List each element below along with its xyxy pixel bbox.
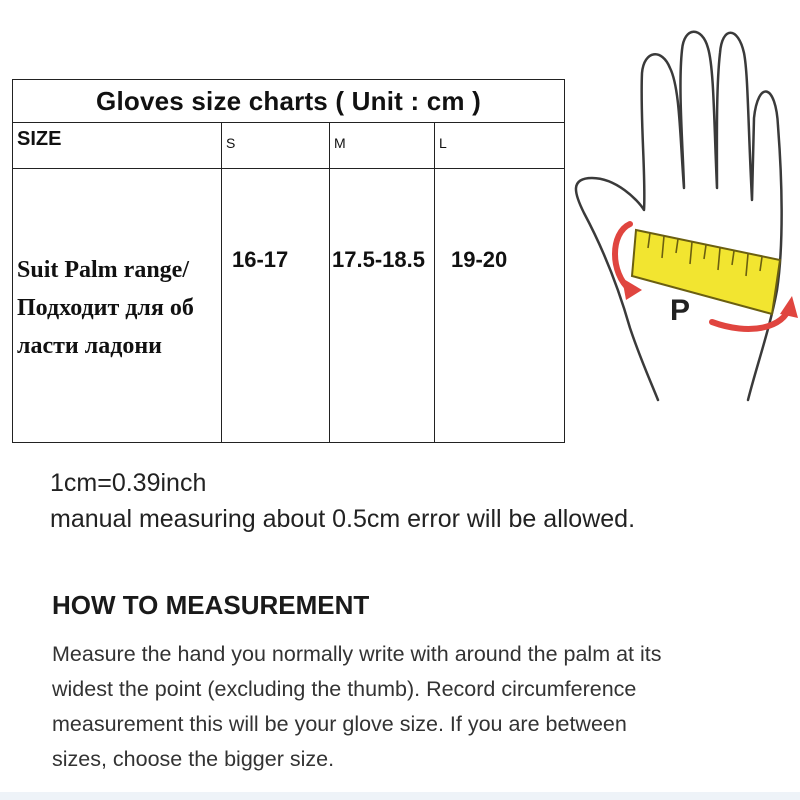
how-to-body (52, 637, 762, 777)
how-to-line: sizes, choose the bigger size. (52, 747, 335, 771)
palm-range-s: 16-17 (222, 169, 330, 443)
size-column-l: L (435, 123, 565, 169)
palm-range-row (13, 169, 565, 443)
size-column-s: S (222, 123, 330, 169)
conversion-note (50, 465, 635, 537)
palm-range-label-line: ласти ладони (17, 333, 162, 359)
conversion-line: 1cm=0.39inch (50, 469, 207, 497)
palm-range-label-line: Suit Palm range/ (17, 257, 189, 283)
how-to-title: HOW TO MEASUREMENT (52, 590, 370, 620)
size-column-m: M (330, 123, 435, 169)
size-header: SIZE (13, 123, 222, 169)
palm-range-m: 17.5-18.5 (330, 169, 435, 443)
bottom-strip (0, 792, 800, 800)
hand-measurement-illustration (570, 28, 800, 402)
palm-range-label-line: Подходит для об (17, 295, 194, 321)
header-row (13, 123, 565, 169)
hand-outline (576, 32, 782, 400)
palm-label: P (670, 294, 691, 327)
palm-range-l: 19-20 (435, 169, 565, 443)
how-to-line: measurement this will be your glove size. If you are between (52, 712, 627, 736)
how-to-line: Measure the hand you normally write with around the palm at its (52, 642, 662, 666)
palm-range-label (13, 169, 222, 443)
size-chart-table (12, 79, 565, 443)
title-row (13, 80, 565, 123)
size-chart-title: Gloves size charts ( Unit : cm ) (13, 80, 565, 123)
error-note: manual measuring about 0.5cm error will be allowed. (50, 505, 636, 533)
how-to-line: widest the point (excluding the thumb). Record circumference (52, 677, 637, 701)
